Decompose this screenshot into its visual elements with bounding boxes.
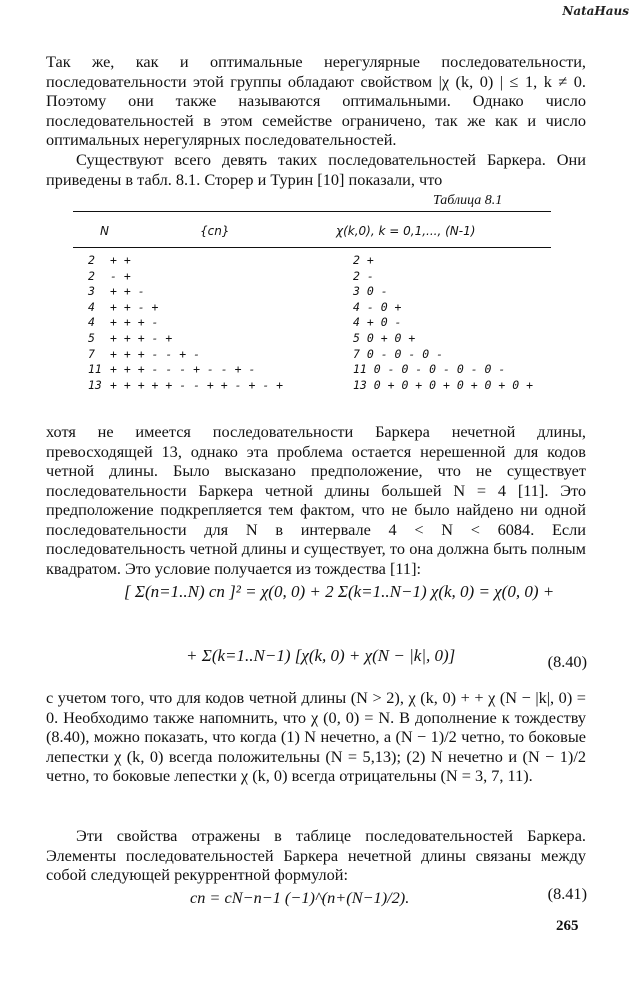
table-caption: Таблица 8.1 [433, 193, 503, 208]
cell-chi: 4 + 0 - [353, 315, 402, 330]
formula-8-41: cn = cN−n−1 (−1)^(n+(N−1)/2). [190, 888, 410, 907]
table-top-rule [73, 211, 551, 212]
paragraph-optimal-sequences: Так же, как и оптимальные нерегулярные последовательности, последовательности этой группы обладают свойством |χ (k, 0) | ≤ 1, k ≠ 0. Поэтому они также называются оптимальными. Однако число последовательностей в этом семействе ограничено, так же как и число оптимальных нерегулярных последовательностей. [46, 52, 586, 149]
table-row [78, 300, 553, 316]
cell-n: 4 [88, 315, 95, 330]
cell-chi: 2 - [353, 268, 374, 283]
cell-cn: + + - [110, 284, 145, 299]
table-row [78, 315, 553, 331]
watermark-logo: NataHaus [562, 4, 629, 18]
paragraph-even-length: хотя не имеется последовательности Баркера нечетной длины, превосходящей 13, однако эта проблема остается нерешенной для кодов четной длины. Было высказано предположение, что не существует последовательности Баркера четной длины большей N = 4 [11]. Это предположение подкрепляется тем фактом, что не было найдено ни одной последовательности для N в интервале 4 < N < 6084. Если последовательность четной длины и существует, то она должна быть полным квадратом. Это условие получается из тождества [11]: [46, 422, 586, 578]
cell-chi: 11 0 - 0 - 0 - 0 - 0 - [353, 362, 506, 377]
cell-chi: 4 - 0 + [353, 299, 402, 314]
table-row [78, 378, 553, 394]
paragraph-barker-count: Существуют всего девять таких последовательностей Баркера. Они приведены в табл. 8.1. Сторер и Турин [10] показали, что [46, 150, 586, 189]
table-row [78, 331, 553, 347]
formula-8-40-line2: + Σ(k=1..N−1) [χ(k, 0) + χ(N − |k|, 0)] [186, 646, 456, 665]
cell-n: 13 [88, 377, 102, 392]
cell-n: 3 [88, 284, 95, 299]
formula-8-40-line1: [ Σ(n=1..N) cn ]² = χ(0, 0) + 2 Σ(k=1..N−1) χ(k, 0) = χ(0, 0) + [124, 582, 555, 601]
cell-cn: + + + - [110, 315, 159, 330]
table-header-rule [73, 247, 551, 248]
equation-number-8-40: (8.40) [547, 652, 587, 671]
cell-chi: 13 0 + 0 + 0 + 0 + 0 + 0 + [353, 377, 534, 392]
cell-n: 11 [88, 362, 102, 377]
paragraph-sidelobes: с учетом того, что для кодов четной длины (N > 2), χ (k, 0) + + χ (N − |k|, 0) = 0. Необходимо также напомнить, что χ (0, 0) = N. В дополнение к тождеству (8.40), можно показать, что когда (1) N нечетно, а (N − 1)/2 четно, то боковые лепестки χ (k, 0) всегда положительны (N = 5,13); (2) N нечетно и (N − 1)/2 четно, то боковые лепестки χ (k, 0) всегда отрицательны (N = 3, 7, 11). [46, 688, 586, 785]
table-row [78, 269, 553, 285]
cell-n: 4 [88, 299, 95, 314]
cell-n: 2 [88, 268, 95, 283]
cell-cn: + + + - - + - [110, 346, 201, 361]
paragraph-recurrence: Эти свойства отражены в таблице последовательностей Баркера. Элементы последовательностей Баркера нечетной длины связаны между собой следующей рекуррентной формулой: [46, 826, 586, 884]
cell-cn: + + + - + [110, 330, 173, 345]
cell-cn: + + + - - - + - - + - [110, 362, 256, 377]
cell-chi: 7 0 - 0 - 0 - [353, 346, 444, 361]
table-body [78, 253, 553, 393]
page-number: 265 [556, 918, 579, 934]
table-row [78, 253, 553, 269]
table-header-cn: {cn} [200, 224, 230, 238]
cell-cn: + + [110, 253, 131, 267]
cell-cn: + + - + [110, 299, 159, 314]
cell-chi: 2 + [353, 253, 374, 267]
equation-number-8-41: (8.41) [547, 884, 587, 903]
table-row [78, 362, 553, 378]
cell-chi: 5 0 + 0 + [353, 330, 416, 345]
cell-n: 7 [88, 346, 95, 361]
table-header-n: N [100, 224, 109, 238]
table-row [78, 284, 553, 300]
cell-cn: + + + + + - - + + - + - + [110, 377, 284, 392]
cell-n: 2 [88, 253, 95, 267]
table-header-chi: χ(k,0), k = 0,1,..., (N-1) [336, 224, 476, 238]
cell-chi: 3 0 - [353, 284, 388, 299]
cell-cn: - + [110, 268, 131, 283]
cell-n: 5 [88, 330, 95, 345]
table-row [78, 347, 553, 363]
